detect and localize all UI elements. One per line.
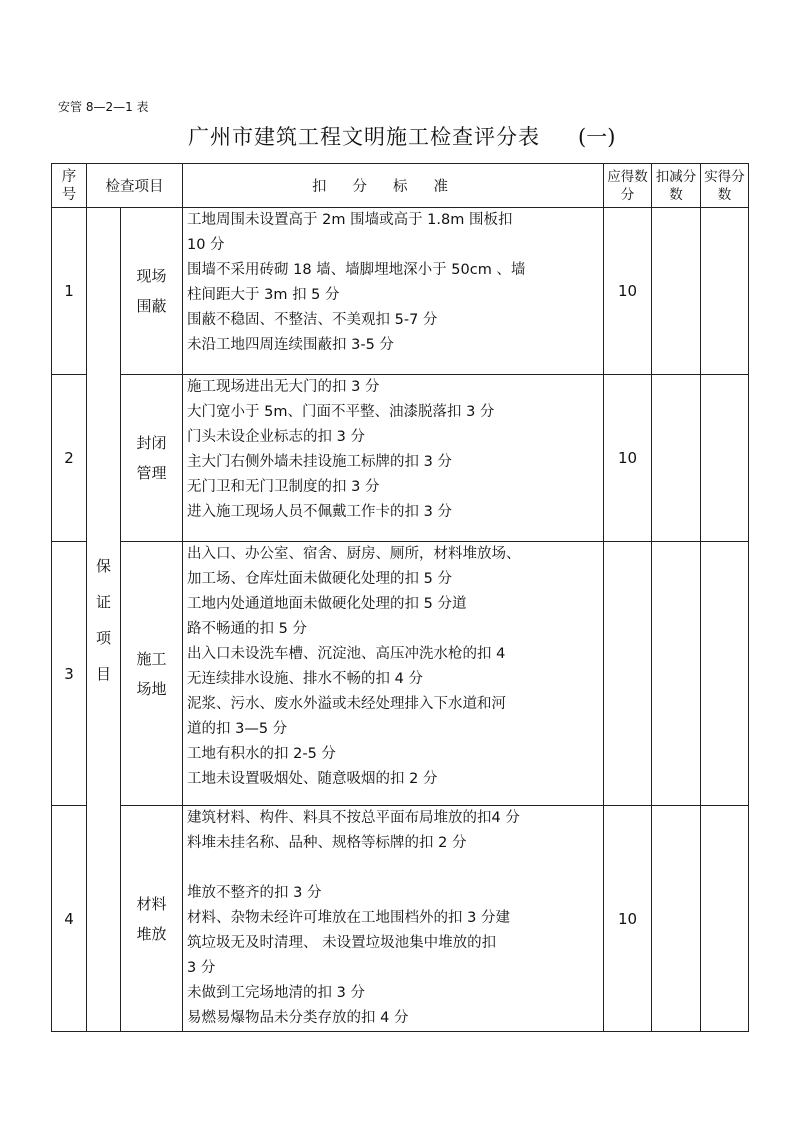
- document-code: 安管 8—2—1 表: [58, 100, 149, 114]
- criteria-line: 出入口、办公室、宿舍、厨房、厕所，材料堆放场、: [187, 546, 521, 562]
- header-criteria-label: 扣分标准: [312, 179, 474, 195]
- criteria-line: 加工场、仓库灶面未做硬化处理的扣 5 分: [187, 571, 452, 587]
- item-name-line: 现场: [136, 267, 167, 285]
- header-seq: [52, 164, 87, 208]
- group-label: [87, 208, 121, 1032]
- criteria-line: 材料、杂物未经许可堆放在工地围档外的扣 3 分建: [187, 910, 510, 926]
- criteria-line: 工地内处通道地面未做硬化处理的扣 5 分道: [187, 596, 467, 612]
- criteria-line: [187, 856, 599, 881]
- header-item: 检查项目: [87, 164, 183, 208]
- criteria-line: 围蔽不稳固、不整洁、不美观扣 5-7 分: [187, 312, 438, 328]
- item-name: [121, 208, 183, 375]
- page-title-suffix: (一): [578, 125, 616, 149]
- item-name-line: 围蔽: [136, 297, 167, 315]
- criteria-cell: [183, 542, 604, 806]
- criteria-cell: [183, 375, 604, 542]
- criteria-line: 工地有积水的扣 2-5 分: [187, 746, 336, 762]
- criteria-line: 出入口未设洗车槽、沉淀池、高压冲洗水枪的扣 4: [187, 646, 506, 662]
- actual-score[interactable]: [701, 542, 749, 806]
- page-title: 广州市建筑工程文明施工检查评分表: [188, 125, 540, 149]
- header-seq-line-2: 号: [61, 186, 77, 203]
- criteria-line: 料堆未挂名称、品种、规格等标牌的扣 2 分: [187, 835, 467, 851]
- item-name-line: 堆放: [136, 924, 167, 943]
- header-row: [52, 164, 749, 208]
- row-number: 1: [52, 208, 87, 375]
- item-name: [121, 375, 183, 542]
- criteria-line: 路不畅通的扣 5 分: [187, 621, 307, 637]
- criteria-line: 主大门右侧外墙未挂设施工标牌的扣 3 分: [187, 454, 452, 470]
- deduct-score[interactable]: [652, 542, 701, 806]
- group-label-char: 保: [95, 556, 111, 575]
- item-name-line: 场地: [136, 679, 167, 698]
- row-number: 4: [52, 806, 87, 1032]
- table-row: [52, 542, 749, 806]
- criteria-line: 无门卫和无门卫制度的扣 3 分: [187, 479, 380, 495]
- item-name-line: 材料: [136, 894, 167, 913]
- item-name-line: 施工: [136, 649, 167, 668]
- criteria-line: 3 分: [187, 960, 216, 976]
- criteria-line: 建筑材料、构件、料具不按总平面布局堆放的扣4 分: [187, 810, 520, 826]
- table-row: [52, 806, 749, 1032]
- criteria-line: 未沿工地四周连续围蔽扣 3-5 分: [187, 337, 394, 353]
- group-label-char: 目: [95, 664, 111, 683]
- criteria-line: 工地未设置吸烟处、随意吸烟的扣 2 分: [187, 771, 438, 787]
- header-full-score: 应得数 分: [604, 164, 652, 208]
- actual-score[interactable]: [701, 208, 749, 375]
- criteria-line: 进入施工现场人员不佩戴工作卡的扣 3 分: [187, 504, 452, 520]
- criteria-line: 泥浆、污水、废水外溢或未经处理排入下水道和河: [187, 696, 506, 712]
- criteria-line: 围墙不采用砖砌 18 墙、墙脚埋地深小于 50cm 、墙: [187, 262, 526, 278]
- full-score: 10: [604, 375, 652, 542]
- deduct-score[interactable]: [652, 806, 701, 1032]
- item-name: [121, 806, 183, 1032]
- criteria-line: 筑垃圾无及时清理、 未设置垃圾池集中堆放的扣: [187, 935, 497, 951]
- criteria-cell: [183, 208, 604, 375]
- full-score: [604, 542, 652, 806]
- group-label-char: 项: [95, 628, 111, 647]
- row-number: 3: [52, 542, 87, 806]
- full-score: 10: [604, 208, 652, 375]
- item-name-line: 管理: [136, 464, 167, 482]
- actual-score[interactable]: [701, 375, 749, 542]
- criteria-line: 未做到工完场地清的扣 3 分: [187, 985, 365, 1001]
- group-label-char: 证: [95, 592, 111, 611]
- header-seq-line-1: 序: [61, 168, 77, 185]
- header-actual: 实得分数: [701, 164, 749, 208]
- item-name: [121, 542, 183, 806]
- criteria-line: 施工现场进出无大门的扣 3 分: [187, 379, 380, 395]
- criteria-line: 大门宽小于 5m、门面不平整、油漆脱落扣 3 分: [187, 404, 495, 420]
- item-name-line: 封闭: [136, 434, 167, 452]
- table-row: [52, 375, 749, 542]
- header-deduct: 扣减分数: [652, 164, 701, 208]
- deduct-score[interactable]: [652, 208, 701, 375]
- deduct-score[interactable]: [652, 375, 701, 542]
- criteria-line: 柱间距大于 3m 扣 5 分: [187, 287, 340, 303]
- header-criteria: [183, 164, 604, 208]
- criteria-line: 10 分: [187, 237, 225, 253]
- full-score: 10: [604, 806, 652, 1032]
- criteria-cell: [183, 806, 604, 1032]
- criteria-line: 无连续排水设施、排水不畅的扣 4 分: [187, 671, 423, 687]
- row-number: 2: [52, 375, 87, 542]
- criteria-line: 堆放不整齐的扣 3 分: [187, 885, 322, 901]
- criteria-line: 门头未设企业标志的扣 3 分: [187, 429, 365, 445]
- table-row: [52, 208, 749, 375]
- criteria-line: 道的扣 3—5 分: [187, 721, 288, 737]
- score-table: [51, 163, 749, 1032]
- criteria-line: 工地周围未设置高于 2m 围墙或高于 1.8m 围板扣: [187, 212, 513, 228]
- criteria-line: 易燃易爆物品未分类存放的扣 4 分: [187, 1010, 409, 1026]
- actual-score[interactable]: [701, 806, 749, 1032]
